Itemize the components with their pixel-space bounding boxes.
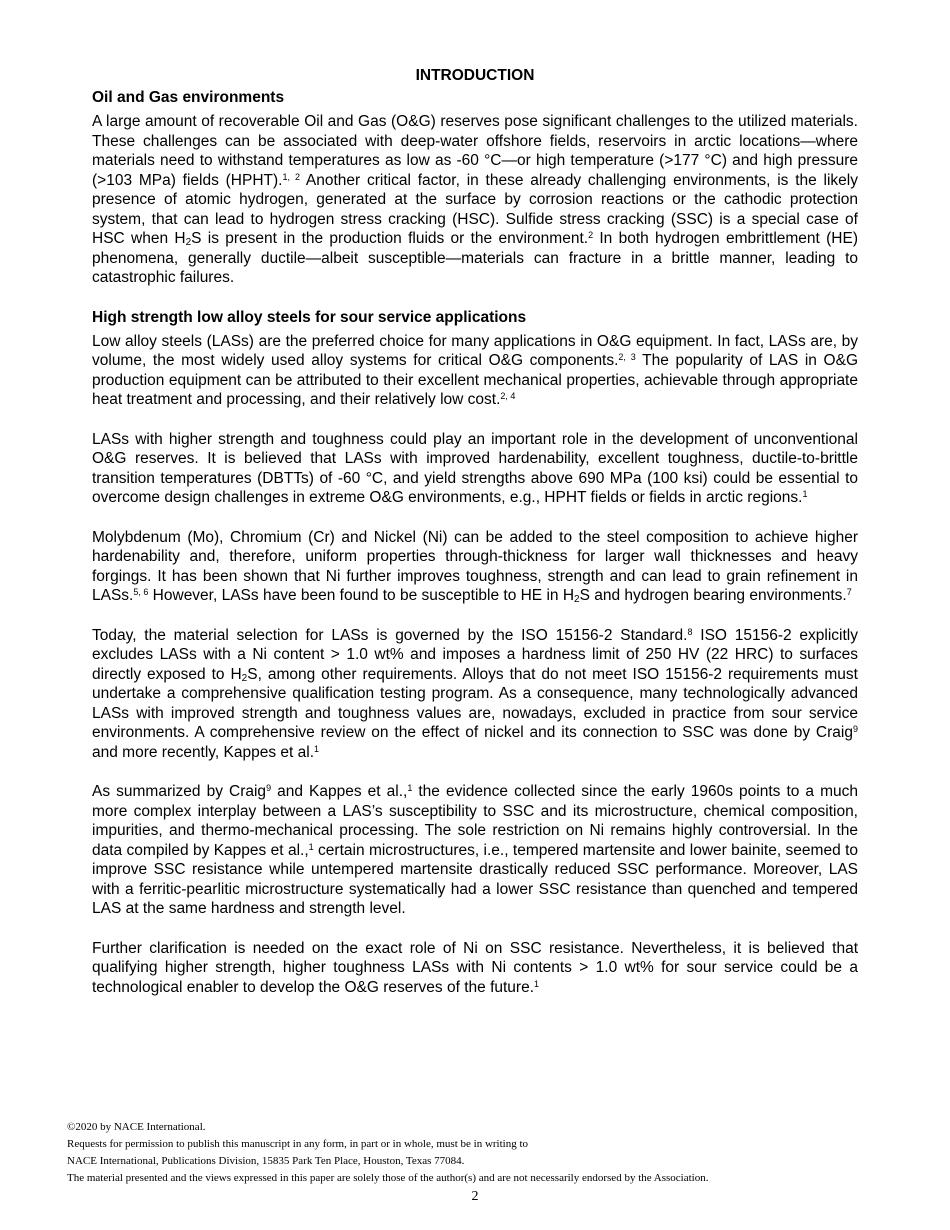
citation-ref: 1 (308, 841, 314, 852)
heading-oil-gas-environments: Oil and Gas environments (92, 89, 285, 106)
citation-ref: 9 (852, 724, 858, 734)
citation-ref: 1 (534, 978, 540, 989)
citation-ref: 9 (266, 783, 272, 793)
citation-ref: 1, 2 (282, 171, 300, 182)
subscript: 2 (574, 594, 580, 605)
footer-disclaimer-line: The material presented and the views expressed in this paper are solely those of the author(s) and are not necessarily endorsed by the Association. (67, 1172, 709, 1184)
section-title-introduction: INTRODUCTION (415, 67, 535, 84)
citation-ref: 5, 6 (133, 587, 149, 597)
paragraph-mo-cr-ni: Molybdenum (Mo), Chromium (Cr) and Nickel (Ni) can be added to the steel composition to achieve higher hardenability and, therefore, uniform properties through-thickness for larger wall thicknesses and heavy forgings. It has been shown that Ni further improves toughness, strength and can lead to grain refinement in LASs.$^{5, 6}$ However, LASs have been found to be susceptible to HE in $H_2S$ and hydrogen bearing environments.$^7$ (92, 528, 858, 605)
heading-high-strength-las: High strength low alloy steels for sour service applications (92, 308, 527, 326)
paragraph-further-clarification: Further clarification is needed on the exact role of Ni on SSC resistance. Nevertheless, it is believed that qualifying higher strength, higher toughness LASs with Ni contents > 1.0 wt% for sour service could be a technological enabler to develop the O&G reserves of the future.$^1$ (92, 939, 858, 996)
paragraph-craig-kappes: As summarized by Craig$^9$ and Kappes et al.,$^1$ the evidence collected since the early 1960s points to a much more complex interplay between a LAS’s susceptibility to SSC and its microstructure, chemical composition, impurities, and thermo-mechanical processing. The sole restriction on Ni remains highly controversial. In the data compiled by Kappes et al.,$^1$ certain microstructures, i.e., tempered martensite and lower bainite, seemed to improve SSC resistance while untempered martensite drastically reduced SSC performance. Moreover, LAS with a ferritic-pearlitic microstructure systematically had a lower SSC resistance than quenched and tempered LAS at the same hardness and strength level. (92, 783, 858, 917)
citation-ref: 7 (846, 587, 852, 597)
citation-ref: 2 (588, 230, 594, 240)
page-number: 2 (471, 1189, 479, 1204)
paragraph-iso-15156-2: Today, the material selection for LASs is governed by the ISO 15156-2 Standard.$^8$ ISO 15156-2 explicitly excludes LASs with a Ni content > 1.0 wt% and imposes a hardness limit of 250 HV (22 HRC) to surfaces directly exposed to $H_2S$, among other requirements. Alloys that do not meet ISO 15156-2 requirements must undertake a comprehensive qualification testing program. As a consequence, many technologically advanced LASs with improved strength and toughness values are, nowadays, excluded in practice from sour service environments. A comprehensive review on the effect of nickel and its connection to SSC was done by Craig$^9$ and more recently, Kappes et al.$^1$ (92, 626, 858, 761)
page-content (92, 66, 858, 997)
citation-ref: 8 (687, 626, 693, 637)
subscript: 2 (185, 237, 192, 248)
citation-ref: 1 (407, 783, 413, 793)
paragraph-las-higher-strength: LASs with higher strength and toughness could play an important role in the development of unconventional O&G reserves. It is believed that LASs with improved hardenability, excellent toughness, ductile-to-brittle transition temperatures (DBTTs) of -60 °C, and yield strengths above 690 MPa (100 ksi) could be essential to overcome design challenges in extreme O&G environments, e.g., HPHT fields or fields in arctic regions.$^1$ (92, 430, 858, 506)
citation-ref: 2, 4 (500, 391, 516, 401)
subscript: 2 (241, 672, 248, 684)
footer-permission-line: Requests for permission to publish this manuscript in any form, in part or in whole, must be in writing to (67, 1138, 529, 1150)
citation-ref: 1 (802, 489, 808, 499)
citation-ref: 2, 3 (618, 352, 636, 362)
page-footer (67, 1119, 887, 1187)
citation-ref: 1 (314, 743, 320, 754)
paragraph-oil-gas-environments: A large amount of recoverable Oil and Gas (O&G) reserves pose significant challenges to the utilized materials. These challenges can be associated with deep-water offshore fields, reservoirs in arctic locations—where materials need to withstand temperatures as low as -60 °C—or high temperature (>177 °C) and high pressure (>103 MPa) fields (HPHT).$^{1, 2}$ Another critical factor, in these already challenging environments, is the likely presence of atomic hydrogen, generated at the surface by corrosion reactions or the cathodic protection system, that can lead to hydrogen stress cracking (HSC). Sulfide stress cracking (SSC) is a special case of HSC when $H_2S$ is present in the production fluids or the environment.$^2$ In both hydrogen embrittlement (HE) phenomena, generally ductile—albeit susceptible—materials can fracture in a brittle manner, leading to catastrophic failures. (92, 113, 858, 286)
footer-address-line: NACE International, Publications Division, 15835 Park Ten Place, Houston, Texas 77084. (67, 1155, 465, 1167)
paragraph-las-preferred-choice: Low alloy steels (LASs) are the preferred choice for many applications in O&G equipment. In fact, LASs are, by volume, the most widely used alloy systems for critical O&G components.$^{2, 3}$ The popularity of LAS in O&G production equipment can be attributed to their excellent mechanical properties, achievable through appropriate heat treatment and processing, and their relatively low cost.$^{2, 4}$ (92, 332, 859, 408)
footer-copyright: ©2020 by NACE International. (67, 1121, 206, 1133)
